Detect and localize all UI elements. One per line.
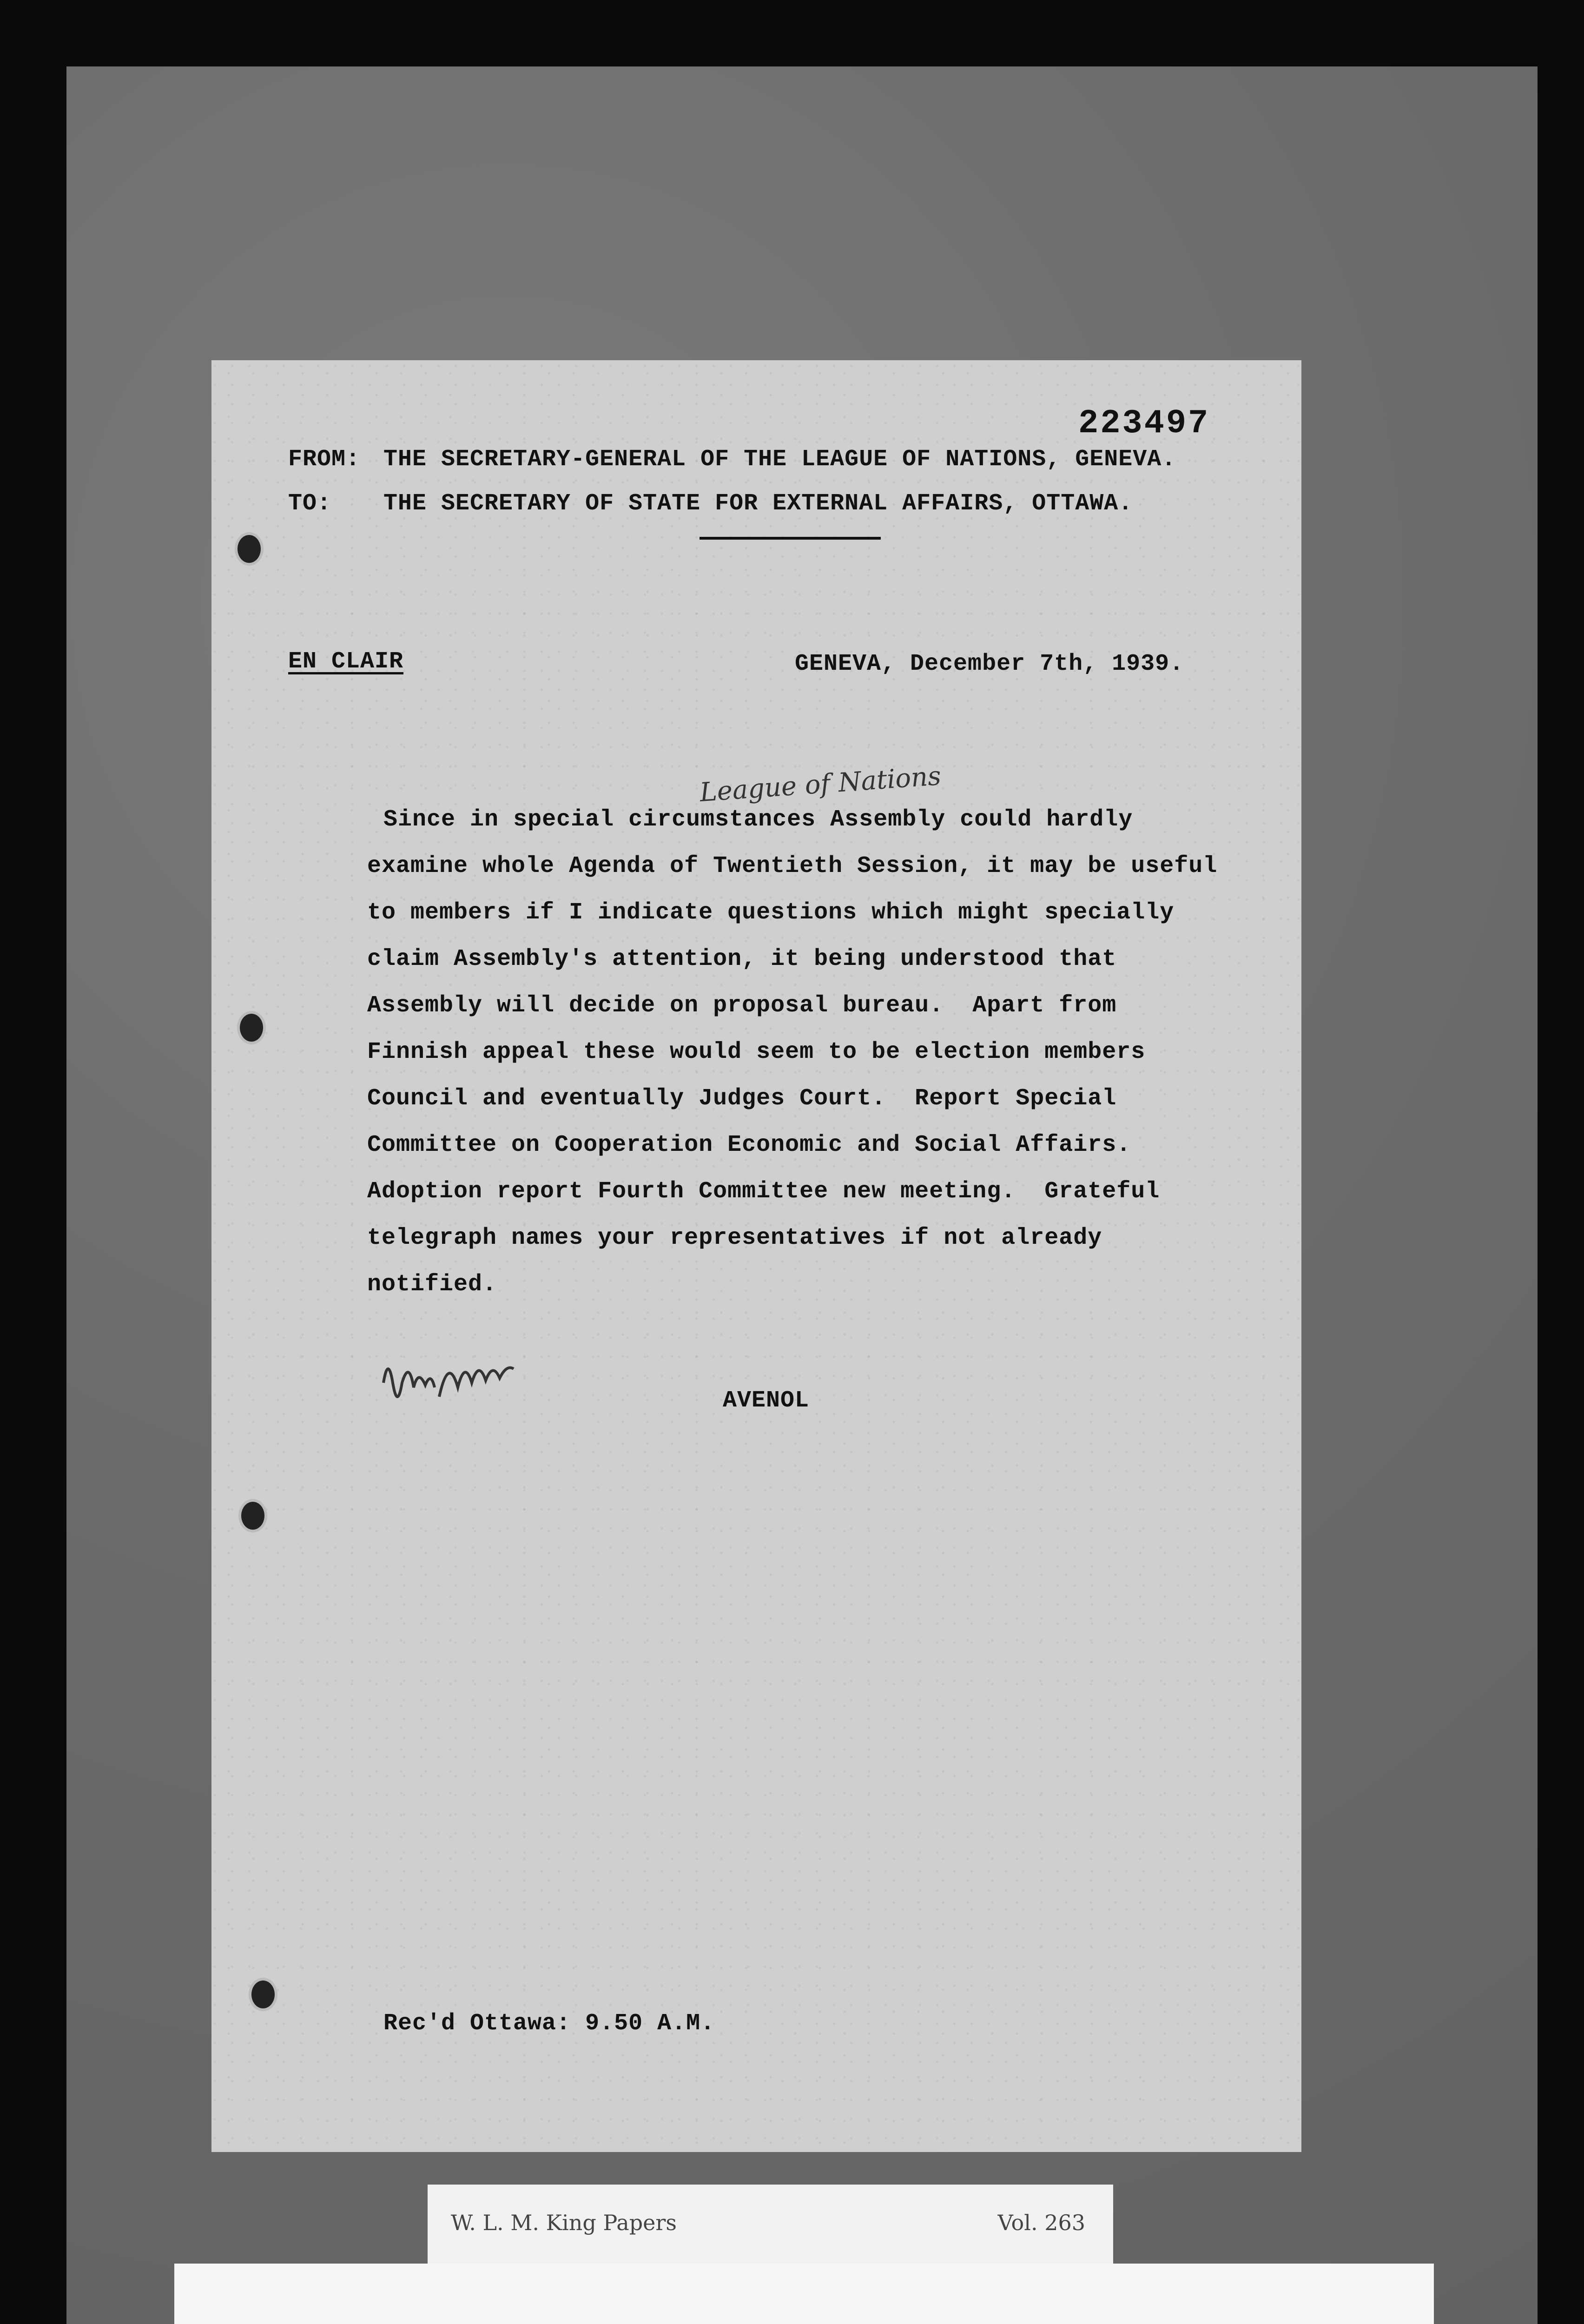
handwritten-initials — [379, 1327, 546, 1420]
body-line: Finnish appeal these would seem to be election members — [367, 1039, 1146, 1065]
signature: AVENOL — [723, 1387, 810, 1414]
to-text: THE SECRETARY OF STATE FOR EXTERNAL AFFAIRS, OTTAWA. — [383, 490, 1133, 517]
body-line: Assembly will decide on proposal bureau. Apart from — [367, 992, 1117, 1019]
body-line: notified. — [367, 1271, 497, 1298]
from-label: FROM: — [288, 446, 361, 473]
message-body — [311, 806, 1218, 1298]
body-line: examine whole Agenda of Twentieth Session, it may be useful — [367, 853, 1218, 879]
body-line: Adoption report Fourth Committee new meeting. Grateful — [367, 1178, 1160, 1205]
reference-number: 223497 — [1078, 404, 1210, 442]
body-line: Since in special circumstances Assembly could hardly — [311, 806, 1133, 833]
body-line: Council and eventually Judges Court. Report Special — [367, 1085, 1117, 1112]
place-date: GENEVA, December 7th, 1939. — [795, 651, 1184, 677]
body-line: Committee on Cooperation Economic and Social Affairs. — [367, 1132, 1131, 1158]
received-time: Rec'd Ottawa: 9.50 A.M. — [383, 2010, 715, 2037]
archive-stamp-card — [174, 2264, 1434, 2324]
header-rule — [700, 537, 881, 540]
punch-hole — [235, 532, 264, 566]
punch-hole — [249, 1978, 277, 2011]
collection-label — [428, 2185, 1113, 2264]
body-line: telegraph names your representatives if not already — [367, 1225, 1102, 1251]
punch-hole — [237, 1011, 266, 1044]
punch-hole — [238, 1499, 267, 1532]
collection-name: W. L. M. King Papers — [451, 2210, 677, 2235]
to-label: TO: — [288, 490, 332, 517]
body-line: to members if I indicate questions which might specially — [367, 899, 1175, 926]
volume-number: Vol. 263 — [997, 2210, 1085, 2235]
telegram-page — [211, 360, 1301, 2152]
from-text: THE SECRETARY-GENERAL OF THE LEAGUE OF NATIONS, GENEVA. — [383, 446, 1176, 473]
classification: EN CLAIR — [288, 648, 404, 675]
handwritten-note: League of Nations — [699, 760, 942, 808]
body-line: claim Assembly's attention, it being understood that — [367, 946, 1117, 972]
